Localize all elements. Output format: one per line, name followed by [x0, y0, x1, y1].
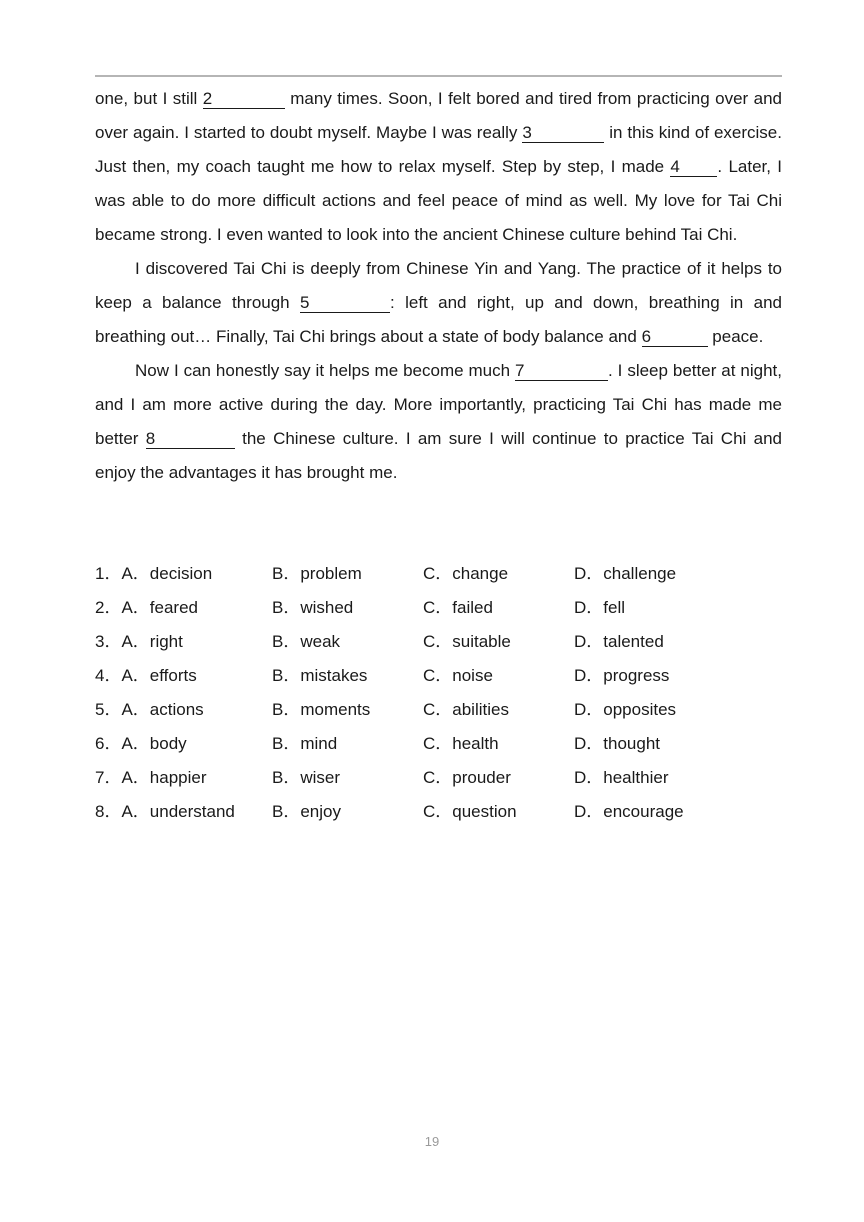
option-c: C．suitable [423, 632, 511, 651]
blank-8: 8 [146, 430, 235, 449]
paragraph-1 [95, 82, 782, 252]
paragraph-text: I discovered Tai Chi is deeply from Chinese Yin and Yang. The practice of it helps to keep a balance through [95, 259, 782, 312]
option-c: C．failed [423, 598, 493, 617]
option-c: C．prouder [423, 768, 511, 787]
option-a: 5．A．actions [95, 700, 204, 719]
option-a: 6．A．body [95, 734, 187, 753]
blank-5: 5 [300, 294, 390, 313]
option-b: B．weak [272, 632, 341, 651]
option-a: 3．A．right [95, 632, 183, 651]
header-rule [95, 75, 782, 77]
question-row [95, 795, 782, 829]
question-row [95, 625, 782, 659]
option-d: D．encourage [574, 802, 684, 821]
option-d: D．thought [574, 734, 660, 753]
question-row [95, 557, 782, 591]
blank-3: 3 [522, 124, 604, 143]
paragraph-3 [95, 354, 782, 490]
option-c: C．change [423, 564, 509, 583]
option-b: B．mistakes [272, 666, 368, 685]
blank-4: 4 [670, 158, 717, 177]
page-number: 19 [424, 1134, 440, 1149]
reading-passage [95, 82, 782, 490]
paragraph-text: in this kind of exercise. Just then, my coach taught me how to relax myself. Step by step, I made [95, 123, 782, 176]
blank-7: 7 [515, 362, 608, 381]
option-d: D．fell [574, 598, 626, 617]
question-row [95, 693, 782, 727]
option-b: B．problem [272, 564, 362, 583]
question-row [95, 591, 782, 625]
paragraph-2 [95, 252, 782, 354]
option-b: B．moments [272, 700, 371, 719]
option-c: C．health [423, 734, 499, 753]
paragraph-text: one, but I still [95, 89, 203, 108]
option-a: 1．A．decision [95, 564, 213, 583]
option-b: B．wished [272, 598, 354, 617]
option-d: D．challenge [574, 564, 677, 583]
answer-options [95, 557, 782, 829]
paragraph-text: . Later, I was able to do more difficult actions and feel peace of mind as well. My love for Tai Chi became strong. I even wanted to look into the ancient Chinese culture behind Tai Chi. [95, 157, 782, 244]
option-a: 4．A．efforts [95, 666, 197, 685]
question-row [95, 761, 782, 795]
option-d: D．opposites [574, 700, 677, 719]
option-a: 8．A．understand [95, 802, 235, 821]
blank-6: 6 [642, 328, 708, 347]
paragraph-text: the Chinese culture. I am sure I will continue to practice Tai Chi and enjoy the advantages it has brought me. [95, 429, 782, 482]
paragraph-text: . I sleep better at night, and I am more active during the day. More importantly, practicing Tai Chi has made me better [95, 361, 782, 448]
option-d: D．progress [574, 666, 670, 685]
option-c: C．question [423, 802, 517, 821]
paragraph-text: many times. Soon, I felt bored and tired from practicing over and over again. I started to doubt myself. Maybe I was really [95, 89, 782, 142]
paragraph-text: : left and right, up and down, breathing in and breathing out… Finally, Tai Chi brings about a state of body balance and [95, 293, 782, 346]
option-c: C．noise [423, 666, 493, 685]
question-row [95, 659, 782, 693]
option-b: B．wiser [272, 768, 341, 787]
paragraph-text: peace. [707, 327, 764, 346]
option-b: B．enjoy [272, 802, 341, 821]
paragraph-text: Now I can honestly say it helps me become much [135, 361, 516, 380]
option-a: 2．A．feared [95, 598, 198, 617]
option-a: 7．A．happier [95, 768, 207, 787]
option-b: B．mind [272, 734, 338, 753]
option-d: D．healthier [574, 768, 669, 787]
blank-2: 2 [203, 90, 285, 109]
option-c: C．abilities [423, 700, 509, 719]
question-row [95, 727, 782, 761]
option-d: D．talented [574, 632, 664, 651]
